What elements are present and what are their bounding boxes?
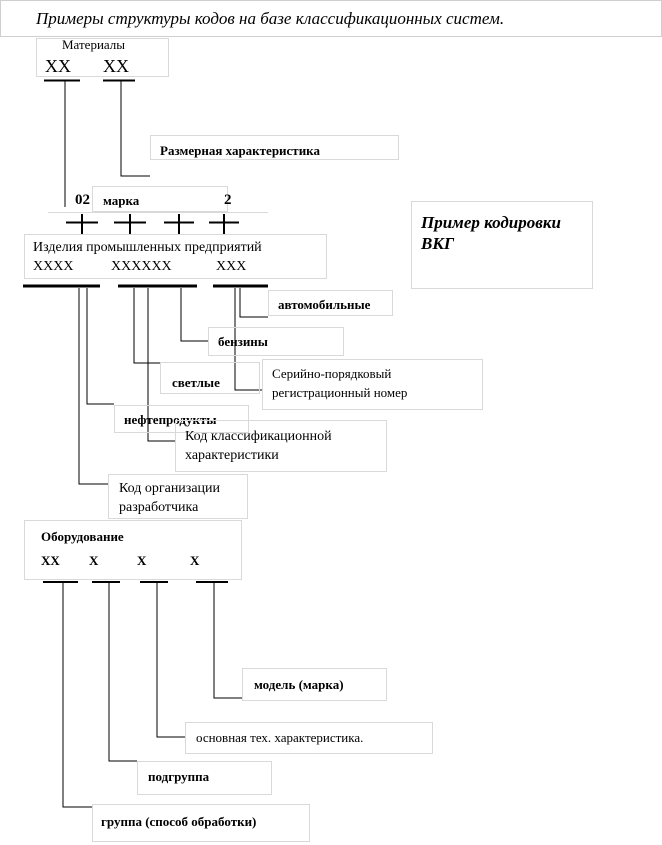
conn-subgroup <box>109 583 137 761</box>
diagram-title: Примеры структуры кодов на базе классификационных систем. <box>36 9 505 28</box>
conn-gasoline <box>181 288 208 341</box>
class-label-line1: Код классификационной <box>185 429 332 444</box>
size-label: Размерная характеристика <box>160 143 320 158</box>
brand-label: марка <box>103 193 140 208</box>
products-code-3: XXX <box>216 259 247 274</box>
conn-org <box>79 288 108 484</box>
equipment-title: Оборудование <box>41 529 124 544</box>
class-box <box>175 420 387 472</box>
conn-model <box>214 583 242 698</box>
materials-connector-2 <box>121 81 150 176</box>
auto-label: автомобильные <box>278 297 371 312</box>
subgroup-label: подгруппа <box>148 769 210 784</box>
products-code-2: XXXXXX <box>111 259 172 274</box>
serial-label-line2: регистрационный номер <box>272 385 408 400</box>
equipment-code-4: X <box>190 553 200 568</box>
vkg-title-line1: Пример кодировки <box>421 213 561 232</box>
group-label: группа (способ обработки) <box>101 814 257 829</box>
products-title: Изделия промышленных предприятий <box>33 240 262 255</box>
serial-label-line1: Серийно-порядковый <box>272 366 392 381</box>
conn-main-char <box>157 583 185 737</box>
org-label-line2: разработчика <box>119 500 199 515</box>
oil-label: нефтепродукты <box>124 412 217 427</box>
vkg-title-line2: ВКГ <box>421 234 455 253</box>
class-label-line2: характеристики <box>185 448 279 463</box>
equipment-code-2: X <box>89 553 99 568</box>
org-label-line1: Код организации <box>119 481 221 496</box>
main-char-label: основная тех. характеристика. <box>196 730 364 745</box>
model-label: модель (марка) <box>254 677 344 692</box>
brand-code-right: 2 <box>224 192 232 208</box>
materials-code-left: XX <box>45 56 71 76</box>
conn-auto <box>240 288 268 317</box>
vkg-title <box>421 212 561 254</box>
gasoline-label: бензины <box>218 334 268 349</box>
materials-code-right: XX <box>103 56 129 76</box>
conn-light <box>134 288 160 363</box>
equipment-code-3: X <box>137 553 147 568</box>
equipment-code-1: XX <box>41 553 60 568</box>
conn-oil <box>87 288 114 404</box>
products-code-1: XXXX <box>33 259 74 274</box>
materials-title: Материалы <box>62 37 126 52</box>
brand-code-left: 02 <box>75 192 90 208</box>
light-label: светлые <box>172 375 220 390</box>
conn-group <box>63 583 92 807</box>
